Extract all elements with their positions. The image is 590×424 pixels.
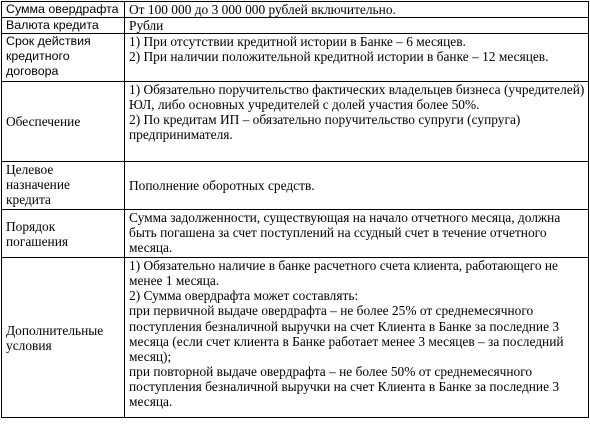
table-row xyxy=(2,162,589,210)
row-label-collateral xyxy=(2,82,125,162)
row-label-purpose xyxy=(2,162,125,210)
value-paragraph: 1) Обязательно наличие в банке расчетного счета клиента, работающего не менее 1 месяца. xyxy=(129,258,562,289)
value-paragraph: От 100 000 до 3 000 000 рублей включительно. xyxy=(129,2,396,17)
value-paragraph: Пополнение оборотных средств. xyxy=(129,178,315,194)
table-row xyxy=(2,34,589,82)
row-label-currency xyxy=(2,18,125,34)
value-paragraph: при первичной выдаче овердрафта – не более 25% от среднемесячного поступления безналичной выручки на счет Клиента в Банке за последние 3 месяца (если счет клиента в Банке работает менее 3 месяцев – за последний месяц); xyxy=(129,303,567,364)
overdraft-terms-table xyxy=(1,1,589,418)
label-line: условия xyxy=(6,337,52,353)
row-value-overdraft-amount xyxy=(125,2,589,18)
value-paragraph: 1) При отсутствии кредитной истории в Банке – 6 месяцев. xyxy=(129,34,466,50)
row-label-overdraft-amount xyxy=(2,2,125,18)
value-paragraph: 2) По кредитам ИП – обязательно поручительство супруги (супруга) предпринимателя. xyxy=(129,112,524,143)
row-value-contract-term xyxy=(125,34,589,82)
table-row xyxy=(2,18,589,34)
table-row xyxy=(2,2,589,18)
table-row xyxy=(2,258,589,418)
row-value-repayment xyxy=(125,210,589,258)
row-label-repayment xyxy=(2,210,125,258)
row-value-additional-terms xyxy=(125,258,589,418)
label-line: кредита xyxy=(6,192,51,208)
value-paragraph: 2) При наличии положительной кредитной истории в банке – 12 месяцев. xyxy=(129,49,549,65)
label-line: договора xyxy=(6,64,59,79)
label-line: Сумма овердрафта xyxy=(6,2,119,16)
row-value-collateral xyxy=(125,82,589,162)
row-label-contract-term xyxy=(2,34,125,82)
value-paragraph: 2) Сумма овердрафта может составлять: xyxy=(129,288,359,304)
label-line: Обеспечение xyxy=(6,114,81,130)
label-line: Порядок xyxy=(6,218,56,234)
label-line: Целевое xyxy=(6,162,54,178)
value-paragraph: при повторной выдаче овердрафта – не более 50% от среднемесячного поступления безналичной выручки на счет Клиента в Банке за последние 3 месяца. xyxy=(129,363,563,410)
label-line: погашения xyxy=(6,233,69,249)
label-line: кредитного xyxy=(6,49,70,64)
row-value-currency xyxy=(125,18,589,34)
label-line: Дополнительные xyxy=(6,322,104,338)
table-row xyxy=(2,82,589,162)
label-line: назначение xyxy=(6,177,70,193)
value-paragraph: Рубли xyxy=(129,18,164,34)
table-row xyxy=(2,210,589,258)
row-label-additional-terms xyxy=(2,258,125,418)
row-value-purpose xyxy=(125,162,589,210)
label-line: Срок действия xyxy=(6,34,91,49)
label-line: Валюта кредита xyxy=(6,18,99,33)
value-paragraph: 1) Обязательно поручительство фактических владельцев бизнеса (учредителей) ЮЛ, либо основных учредителей с долей участия более 50%. xyxy=(129,82,588,113)
value-paragraph: Сумма задолженности, существующая на начало отчетного месяца, должна быть погашена за счет поступлений на ссудный счет в течение отчетного месяца. xyxy=(129,210,564,256)
